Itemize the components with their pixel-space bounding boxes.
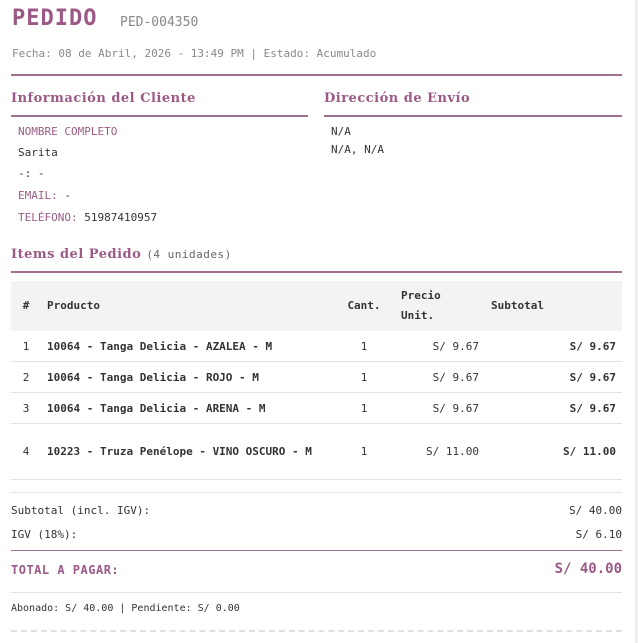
table-row bbox=[11, 424, 622, 480]
order-id: PED-004350 bbox=[120, 15, 199, 30]
shipping-section-title: Dirección de Envío bbox=[324, 91, 471, 106]
items-section-title bbox=[11, 247, 232, 262]
row-price: S/ 9.67 bbox=[395, 362, 485, 393]
row-num: 3 bbox=[11, 393, 41, 424]
row-product: 10064 - Tanga Delicia - ARENA - M bbox=[41, 393, 333, 424]
header-subtotal: Subtotal bbox=[491, 299, 544, 312]
row-num: 4 bbox=[11, 424, 41, 480]
phone-label: TELÉFONO: bbox=[18, 211, 78, 224]
items-title-text: Items del Pedido bbox=[11, 247, 142, 262]
row-price: S/ 9.67 bbox=[395, 331, 485, 362]
row-subtotal: S/ 11.00 bbox=[485, 424, 622, 480]
row-subtotal: S/ 9.67 bbox=[485, 362, 622, 393]
header-num: # bbox=[22, 299, 30, 312]
email-value: - bbox=[57, 189, 71, 202]
header-divider bbox=[11, 74, 622, 76]
payment-status: Abonado: S/ 40.00 | Pendiente: S/ 0.00 bbox=[11, 603, 240, 614]
client-document: -: - bbox=[18, 167, 45, 180]
table-row bbox=[11, 331, 622, 362]
phone-value: 51987410957 bbox=[77, 211, 158, 224]
client-divider bbox=[11, 115, 308, 117]
row-qty: 1 bbox=[333, 362, 395, 393]
row-qty: 1 bbox=[333, 393, 395, 424]
total-label: TOTAL A PAGAR: bbox=[11, 563, 120, 577]
order-meta: Fecha: 08 de Abril, 2026 - 13:49 PM | Estado: Acumulado bbox=[12, 47, 377, 60]
items-table bbox=[11, 281, 622, 480]
table-row bbox=[11, 393, 622, 424]
email-label: EMAIL: bbox=[18, 189, 58, 202]
shipping-line-1: N/A bbox=[331, 125, 351, 138]
client-name-label: NOMBRE COMPLETO bbox=[18, 125, 118, 138]
subtotal-value: S/ 40.00 bbox=[569, 504, 622, 517]
items-divider bbox=[11, 271, 622, 273]
items-count: (4 unidades) bbox=[146, 248, 232, 261]
igv-value: S/ 6.10 bbox=[575, 528, 622, 541]
client-name-value: Sarita bbox=[18, 146, 58, 159]
row-qty: 1 bbox=[333, 424, 395, 480]
shipping-divider bbox=[324, 115, 622, 117]
igv-label: IGV (18%): bbox=[11, 528, 78, 541]
row-product: 10064 - Tanga Delicia - ROJO - M bbox=[41, 362, 333, 393]
client-section-title: Información del Cliente bbox=[11, 91, 196, 106]
header-price-line2: Unit. bbox=[401, 309, 435, 322]
row-product: 10064 - Tanga Delicia - AZALEA - M bbox=[41, 331, 333, 362]
row-num: 1 bbox=[11, 331, 41, 362]
total-divider bbox=[11, 550, 622, 551]
table-row bbox=[11, 362, 622, 393]
row-price: S/ 9.67 bbox=[395, 393, 485, 424]
dashed-footer-divider bbox=[11, 630, 622, 632]
row-qty: 1 bbox=[333, 331, 395, 362]
table-header-row bbox=[11, 281, 622, 331]
row-product: 10223 - Truza Penélope - VINO OSCURO - M bbox=[41, 424, 333, 480]
header-qty: Cant. bbox=[347, 299, 381, 312]
header-price-line1: Precio bbox=[401, 289, 441, 302]
document-title: PEDIDO bbox=[12, 6, 98, 31]
header-price bbox=[395, 281, 485, 331]
total-value: S/ 40.00 bbox=[554, 561, 622, 577]
row-subtotal: S/ 9.67 bbox=[485, 393, 622, 424]
row-num: 2 bbox=[11, 362, 41, 393]
subtotal-label: Subtotal (incl. IGV): bbox=[11, 504, 151, 517]
payment-divider bbox=[11, 592, 622, 593]
summary-divider bbox=[11, 492, 622, 493]
client-email bbox=[18, 189, 71, 202]
shipping-line-2: N/A, N/A bbox=[331, 143, 384, 156]
row-subtotal: S/ 9.67 bbox=[485, 331, 622, 362]
client-phone bbox=[18, 211, 157, 224]
row-price: S/ 11.00 bbox=[395, 424, 485, 480]
header-product: Producto bbox=[47, 299, 100, 312]
